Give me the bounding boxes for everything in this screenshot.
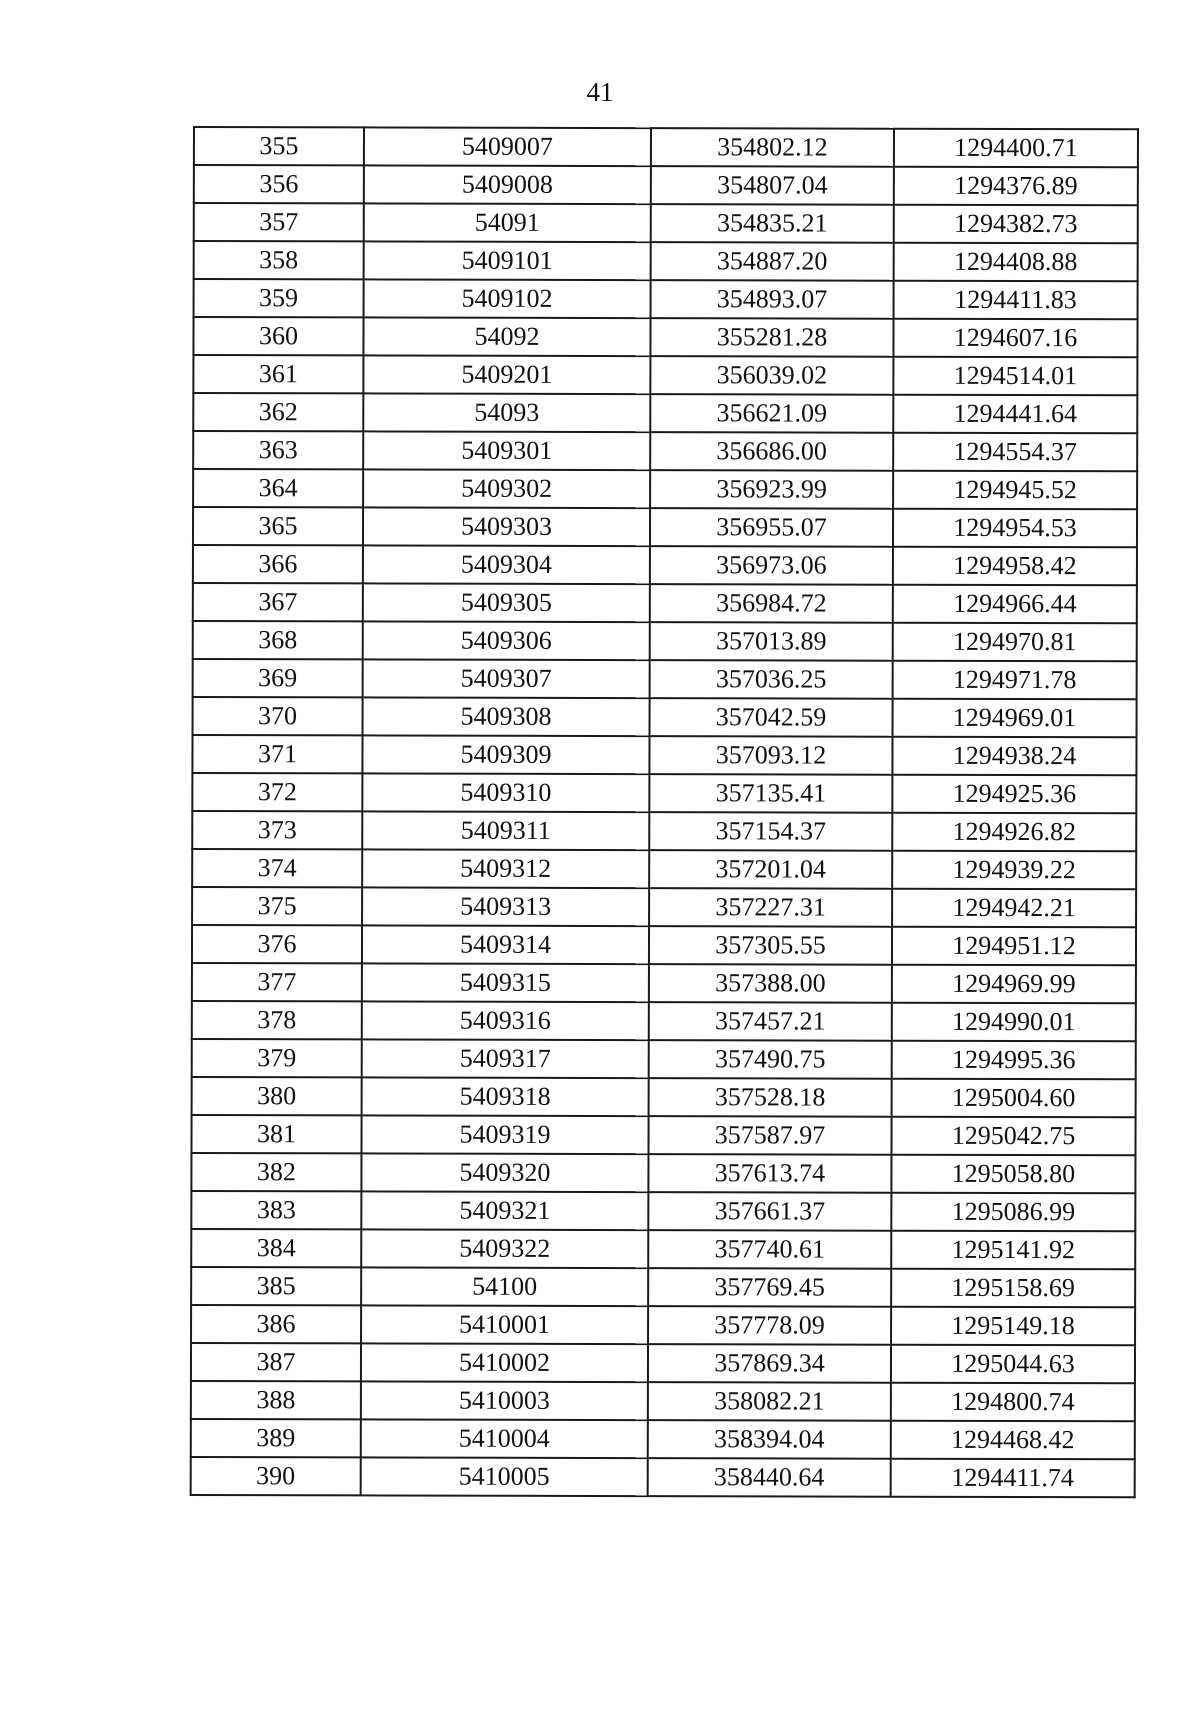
point-id-cell: 5409301 [363,431,650,470]
table-row [194,165,1138,205]
x-coordinate-cell: 358440.64 [648,1458,891,1497]
x-coordinate-cell: 357457.21 [649,1002,892,1041]
row-number-cell: 381 [191,1115,361,1153]
x-coordinate-cell: 357135.41 [649,774,892,813]
x-coordinate-cell: 357036.25 [650,660,893,699]
y-coordinate-cell: 1294951.12 [892,927,1136,966]
x-coordinate-cell: 357778.09 [648,1306,891,1345]
y-coordinate-cell: 1295141.92 [891,1231,1135,1270]
x-coordinate-cell: 356973.06 [650,546,893,585]
x-coordinate-cell: 354802.12 [651,128,894,167]
table-row [192,849,1136,889]
row-number-cell: 385 [191,1267,361,1305]
point-id-cell: 5409321 [361,1191,648,1230]
point-id-cell: 5409315 [362,963,649,1002]
x-coordinate-cell: 357869.34 [648,1344,891,1383]
table-row [194,241,1138,281]
table-row [193,507,1137,547]
point-id-cell: 5409312 [362,849,649,888]
table-row [193,583,1137,623]
row-number-cell: 357 [194,203,364,241]
point-id-cell: 5410003 [361,1381,648,1420]
table-row [194,279,1138,319]
x-coordinate-cell: 358394.04 [648,1420,891,1459]
y-coordinate-cell: 1294970.81 [893,623,1137,662]
point-id-cell: 5409311 [362,811,649,850]
y-coordinate-cell: 1294376.89 [894,167,1138,206]
y-coordinate-cell: 1294945.52 [893,471,1137,510]
row-number-cell: 371 [192,735,362,773]
table-row [194,127,1138,167]
y-coordinate-cell: 1294995.36 [892,1041,1136,1080]
x-coordinate-cell: 357013.89 [650,622,893,661]
point-id-cell: 5409101 [364,241,651,280]
row-number-cell: 389 [191,1419,361,1457]
row-number-cell: 370 [193,697,363,735]
y-coordinate-cell: 1294411.83 [894,281,1138,320]
table-row [193,659,1137,699]
x-coordinate-cell: 358082.21 [648,1382,891,1421]
x-coordinate-cell: 357305.55 [649,926,892,965]
x-coordinate-cell: 357042.59 [650,698,893,737]
x-coordinate-cell: 354887.20 [651,242,894,281]
row-number-cell: 386 [191,1305,361,1343]
x-coordinate-cell: 357093.12 [649,736,892,775]
row-number-cell: 363 [193,431,363,469]
y-coordinate-cell: 1294441.64 [893,395,1137,434]
table-row [192,773,1136,813]
row-number-cell: 388 [191,1381,361,1419]
table-row [191,1305,1135,1345]
point-id-cell: 54092 [363,317,650,356]
table-row [192,887,1136,927]
table-row [192,1039,1136,1079]
x-coordinate-cell: 357769.45 [648,1268,891,1307]
point-id-cell: 5410005 [361,1457,648,1496]
table-row [191,1267,1135,1307]
table-row [193,431,1137,471]
row-number-cell: 372 [192,773,362,811]
page-number: 41 [586,77,614,107]
point-id-cell: 5410001 [361,1305,648,1344]
y-coordinate-cell: 1294966.44 [893,585,1137,624]
table-row [193,621,1137,661]
x-coordinate-cell: 357227.31 [649,888,892,927]
table-row [193,469,1137,509]
y-coordinate-cell: 1294938.24 [892,737,1136,776]
coordinate-table-body [191,127,1138,1497]
point-id-cell: 5409102 [364,279,651,318]
point-id-cell: 54100 [361,1267,648,1306]
x-coordinate-cell: 356923.99 [650,470,893,509]
point-id-cell: 5409320 [361,1153,648,1192]
x-coordinate-cell: 355281.28 [650,318,893,357]
point-id-cell: 5409201 [363,355,650,394]
y-coordinate-cell: 1294400.71 [894,129,1138,168]
table-row [194,203,1138,243]
table-row [193,697,1137,737]
row-number-cell: 361 [193,355,363,393]
y-coordinate-cell: 1294800.74 [891,1383,1135,1422]
row-number-cell: 390 [191,1457,361,1495]
x-coordinate-cell: 357154.37 [649,812,892,851]
point-id-cell: 5409313 [362,887,649,926]
table-row [191,1457,1135,1497]
point-id-cell: 5409314 [362,925,649,964]
y-coordinate-cell: 1294468.42 [891,1421,1135,1460]
x-coordinate-cell: 354807.04 [651,166,894,205]
row-number-cell: 366 [193,545,363,583]
point-id-cell: 5409318 [362,1077,649,1116]
row-number-cell: 364 [193,469,363,507]
row-number-cell: 369 [193,659,363,697]
y-coordinate-cell: 1294958.42 [893,547,1137,586]
row-number-cell: 387 [191,1343,361,1381]
x-coordinate-cell: 357201.04 [649,850,892,889]
table-row [192,1077,1136,1117]
y-coordinate-cell: 1294939.22 [892,851,1136,890]
row-number-cell: 377 [192,963,362,1001]
table-row [192,925,1136,965]
point-id-cell: 5410002 [361,1343,648,1382]
row-number-cell: 376 [192,925,362,963]
x-coordinate-cell: 354893.07 [651,280,894,319]
row-number-cell: 359 [194,279,364,317]
row-number-cell: 367 [193,583,363,621]
x-coordinate-cell: 357528.18 [649,1078,892,1117]
y-coordinate-cell: 1294382.73 [894,205,1138,244]
table-row [191,1343,1135,1383]
y-coordinate-cell: 1294969.01 [893,699,1137,738]
y-coordinate-cell: 1294942.21 [892,889,1136,928]
point-id-cell: 5409309 [362,735,649,774]
y-coordinate-cell: 1295058.80 [891,1155,1135,1194]
x-coordinate-cell: 356686.00 [650,432,893,471]
point-id-cell: 5409316 [362,1001,649,1040]
x-coordinate-cell: 356039.02 [650,356,893,395]
table-row [191,1229,1135,1269]
y-coordinate-cell: 1294408.88 [894,243,1138,282]
table-row [193,355,1137,395]
row-number-cell: 368 [193,621,363,659]
point-id-cell: 5409305 [363,583,650,622]
x-coordinate-cell: 357587.97 [648,1116,891,1155]
y-coordinate-cell: 1294554.37 [893,433,1137,472]
y-coordinate-cell: 1294514.01 [893,357,1137,396]
coordinate-table [190,126,1139,1498]
table-row [191,1419,1135,1459]
point-id-cell: 5410004 [361,1419,648,1458]
point-id-cell: 5409303 [363,507,650,546]
x-coordinate-cell: 356621.09 [650,394,893,433]
point-id-cell: 5409310 [362,773,649,812]
point-id-cell: 54093 [363,393,650,432]
row-number-cell: 365 [193,507,363,545]
table-row [191,1115,1135,1155]
x-coordinate-cell: 357388.00 [649,964,892,1003]
table-row [191,1381,1135,1421]
point-id-cell: 5409008 [364,165,651,204]
point-id-cell: 5409306 [363,621,650,660]
table-row [192,1001,1136,1041]
row-number-cell: 379 [192,1039,362,1077]
y-coordinate-cell: 1294411.74 [891,1459,1135,1498]
table-row [193,545,1137,585]
point-id-cell: 5409307 [363,659,650,698]
table-row [192,963,1136,1003]
point-id-cell: 5409007 [364,127,651,166]
point-id-cell: 5409317 [362,1039,649,1078]
row-number-cell: 355 [194,127,364,165]
point-id-cell: 5409302 [363,469,650,508]
row-number-cell: 374 [192,849,362,887]
row-number-cell: 380 [192,1077,362,1115]
point-id-cell: 5409304 [363,545,650,584]
y-coordinate-cell: 1294990.01 [892,1003,1136,1042]
y-coordinate-cell: 1295004.60 [892,1079,1136,1118]
point-id-cell: 5409322 [361,1229,648,1268]
row-number-cell: 356 [194,165,364,203]
table-row [193,393,1137,433]
y-coordinate-cell: 1294925.36 [892,775,1136,814]
row-number-cell: 360 [193,317,363,355]
y-coordinate-cell: 1294954.53 [893,509,1137,548]
point-id-cell: 5409319 [361,1115,648,1154]
table-row [192,735,1136,775]
y-coordinate-cell: 1294971.78 [893,661,1137,700]
x-coordinate-cell: 357490.75 [649,1040,892,1079]
row-number-cell: 378 [192,1001,362,1039]
row-number-cell: 384 [191,1229,361,1267]
x-coordinate-cell: 356955.07 [650,508,893,547]
row-number-cell: 358 [194,241,364,279]
x-coordinate-cell: 356984.72 [650,584,893,623]
y-coordinate-cell: 1294969.99 [892,965,1136,1004]
table-row [192,811,1136,851]
y-coordinate-cell: 1295158.69 [891,1269,1135,1308]
x-coordinate-cell: 357740.61 [648,1230,891,1269]
x-coordinate-cell: 357613.74 [648,1154,891,1193]
table-row [191,1153,1135,1193]
y-coordinate-cell: 1295086.99 [891,1193,1135,1232]
y-coordinate-cell: 1295042.75 [891,1117,1135,1156]
point-id-cell: 54091 [364,203,651,242]
row-number-cell: 383 [191,1191,361,1229]
row-number-cell: 375 [192,887,362,925]
y-coordinate-cell: 1294926.82 [892,813,1136,852]
y-coordinate-cell: 1295044.63 [891,1345,1135,1384]
y-coordinate-cell: 1295149.18 [891,1307,1135,1346]
x-coordinate-cell: 354835.21 [651,204,894,243]
y-coordinate-cell: 1294607.16 [893,319,1137,358]
row-number-cell: 382 [191,1153,361,1191]
row-number-cell: 362 [193,393,363,431]
table-row [193,317,1137,357]
table-row [191,1191,1135,1231]
x-coordinate-cell: 357661.37 [648,1192,891,1231]
point-id-cell: 5409308 [363,697,650,736]
row-number-cell: 373 [192,811,362,849]
